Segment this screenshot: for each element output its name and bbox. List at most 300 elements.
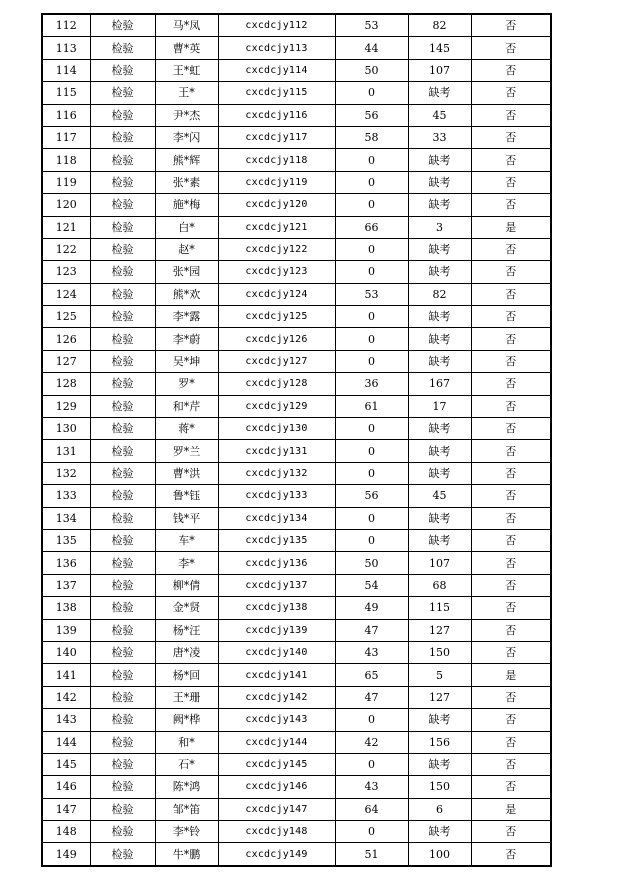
qualified-flag-cell: 否 [471,507,551,529]
rank-cell: 缺考 [408,82,471,104]
candidate-name-cell: 唐*凌 [155,641,218,663]
candidate-name-cell: 白* [155,216,218,238]
ticket-number-cell: cxcdcjy118 [218,149,335,171]
candidate-name-cell: 尹*杰 [155,104,218,126]
candidate-name-cell: 钱*平 [155,507,218,529]
ticket-number-cell: cxcdcjy116 [218,104,335,126]
row-number-cell: 112 [42,14,90,37]
position-category-cell: 检验 [90,529,155,551]
ticket-number-cell: cxcdcjy136 [218,552,335,574]
ticket-number-cell: cxcdcjy140 [218,641,335,663]
qualified-flag-cell: 否 [471,37,551,59]
qualified-flag-cell: 否 [471,306,551,328]
candidate-name-cell: 邹*笛 [155,798,218,820]
table-row [42,597,551,619]
ticket-number-cell: cxcdcjy114 [218,59,335,81]
row-number-cell: 128 [42,373,90,395]
table-row [42,753,551,775]
candidate-name-cell: 罗* [155,373,218,395]
qualified-flag-cell: 否 [471,261,551,283]
position-category-cell: 检验 [90,261,155,283]
rank-cell: 115 [408,597,471,619]
position-category-cell: 检验 [90,664,155,686]
position-category-cell: 检验 [90,37,155,59]
qualified-flag-cell: 否 [471,709,551,731]
table-row [42,59,551,81]
position-category-cell: 检验 [90,462,155,484]
ticket-number-cell: cxcdcjy148 [218,821,335,843]
rank-cell: 缺考 [408,149,471,171]
row-number-cell: 124 [42,283,90,305]
row-number-cell: 127 [42,350,90,372]
ticket-number-cell: cxcdcjy146 [218,776,335,798]
row-number-cell: 141 [42,664,90,686]
table-row [42,798,551,820]
written-score-cell: 0 [335,440,408,462]
rank-cell: 缺考 [408,328,471,350]
table-row [42,440,551,462]
candidate-name-cell: 鲁*钰 [155,485,218,507]
row-number-cell: 126 [42,328,90,350]
rank-cell: 150 [408,776,471,798]
candidate-name-cell: 李*闪 [155,126,218,148]
rank-cell: 107 [408,552,471,574]
position-category-cell: 检验 [90,843,155,866]
written-score-cell: 43 [335,641,408,663]
ticket-number-cell: cxcdcjy127 [218,350,335,372]
candidate-name-cell: 赵* [155,238,218,260]
rank-cell: 5 [408,664,471,686]
candidate-name-cell: 柳*倩 [155,574,218,596]
rank-cell: 45 [408,485,471,507]
candidate-name-cell: 曹*洪 [155,462,218,484]
ticket-number-cell: cxcdcjy145 [218,753,335,775]
table-row [42,664,551,686]
table-row [42,485,551,507]
table-row [42,418,551,440]
row-number-cell: 142 [42,686,90,708]
candidate-name-cell: 陈*鸿 [155,776,218,798]
rank-cell: 缺考 [408,440,471,462]
rank-cell: 82 [408,14,471,37]
rank-cell: 缺考 [408,350,471,372]
row-number-cell: 119 [42,171,90,193]
row-number-cell: 130 [42,418,90,440]
position-category-cell: 检验 [90,552,155,574]
rank-cell: 缺考 [408,418,471,440]
table-row [42,328,551,350]
written-score-cell: 0 [335,350,408,372]
candidate-name-cell: 李*蔚 [155,328,218,350]
table-row [42,350,551,372]
written-score-cell: 0 [335,418,408,440]
row-number-cell: 121 [42,216,90,238]
written-score-cell: 56 [335,104,408,126]
written-score-cell: 0 [335,709,408,731]
rank-cell: 缺考 [408,821,471,843]
rank-cell: 17 [408,395,471,417]
row-number-cell: 147 [42,798,90,820]
position-category-cell: 检验 [90,350,155,372]
row-number-cell: 145 [42,753,90,775]
candidate-name-cell: 王*虹 [155,59,218,81]
ticket-number-cell: cxcdcjy128 [218,373,335,395]
written-score-cell: 0 [335,462,408,484]
row-number-cell: 140 [42,641,90,663]
qualified-flag-cell: 否 [471,126,551,148]
rank-cell: 145 [408,37,471,59]
rank-cell: 缺考 [408,261,471,283]
candidate-name-cell: 石* [155,753,218,775]
rank-cell: 缺考 [408,507,471,529]
position-category-cell: 检验 [90,59,155,81]
position-category-cell: 检验 [90,194,155,216]
position-category-cell: 检验 [90,149,155,171]
written-score-cell: 0 [335,821,408,843]
rank-cell: 100 [408,843,471,866]
qualified-flag-cell: 否 [471,529,551,551]
candidate-name-cell: 金*贤 [155,597,218,619]
written-score-cell: 44 [335,37,408,59]
position-category-cell: 检验 [90,171,155,193]
table-row [42,462,551,484]
ticket-number-cell: cxcdcjy123 [218,261,335,283]
written-score-cell: 0 [335,149,408,171]
position-category-cell: 检验 [90,104,155,126]
position-category-cell: 检验 [90,306,155,328]
qualified-flag-cell: 否 [471,104,551,126]
table-row [42,686,551,708]
position-category-cell: 检验 [90,418,155,440]
candidate-name-cell: 熊*辉 [155,149,218,171]
row-number-cell: 133 [42,485,90,507]
written-score-cell: 50 [335,59,408,81]
qualified-flag-cell: 是 [471,664,551,686]
qualified-flag-cell: 否 [471,686,551,708]
qualified-flag-cell: 否 [471,731,551,753]
qualified-flag-cell: 是 [471,216,551,238]
candidate-name-cell: 李*露 [155,306,218,328]
written-score-cell: 0 [335,306,408,328]
qualified-flag-cell: 否 [471,843,551,866]
qualified-flag-cell: 否 [471,418,551,440]
row-number-cell: 132 [42,462,90,484]
rank-cell: 156 [408,731,471,753]
written-score-cell: 56 [335,485,408,507]
row-number-cell: 115 [42,82,90,104]
table-row [42,306,551,328]
score-table-body [42,14,551,866]
qualified-flag-cell: 否 [471,574,551,596]
rank-cell: 167 [408,373,471,395]
rank-cell: 缺考 [408,753,471,775]
qualified-flag-cell: 否 [471,238,551,260]
qualified-flag-cell: 否 [471,485,551,507]
position-category-cell: 检验 [90,597,155,619]
table-row [42,126,551,148]
candidate-name-cell: 牛*鹏 [155,843,218,866]
position-category-cell: 检验 [90,731,155,753]
table-row [42,552,551,574]
candidate-name-cell: 杨*回 [155,664,218,686]
written-score-cell: 53 [335,283,408,305]
position-category-cell: 检验 [90,216,155,238]
position-category-cell: 检验 [90,126,155,148]
row-number-cell: 143 [42,709,90,731]
candidate-name-cell: 和*芹 [155,395,218,417]
candidate-name-cell: 熊*欢 [155,283,218,305]
table-row [42,395,551,417]
qualified-flag-cell: 否 [471,149,551,171]
row-number-cell: 117 [42,126,90,148]
table-row [42,529,551,551]
table-row [42,261,551,283]
rank-cell: 缺考 [408,238,471,260]
ticket-number-cell: cxcdcjy120 [218,194,335,216]
written-score-cell: 0 [335,194,408,216]
table-row [42,641,551,663]
rank-cell: 33 [408,126,471,148]
written-score-cell: 0 [335,507,408,529]
ticket-number-cell: cxcdcjy149 [218,843,335,866]
row-number-cell: 138 [42,597,90,619]
row-number-cell: 123 [42,261,90,283]
written-score-cell: 47 [335,619,408,641]
position-category-cell: 检验 [90,395,155,417]
row-number-cell: 129 [42,395,90,417]
table-row [42,37,551,59]
qualified-flag-cell: 否 [471,59,551,81]
written-score-cell: 51 [335,843,408,866]
candidate-name-cell: 阙*桦 [155,709,218,731]
ticket-number-cell: cxcdcjy117 [218,126,335,148]
rank-cell: 127 [408,619,471,641]
ticket-number-cell: cxcdcjy112 [218,14,335,37]
qualified-flag-cell: 否 [471,373,551,395]
written-score-cell: 65 [335,664,408,686]
candidate-name-cell: 吴*坤 [155,350,218,372]
qualified-flag-cell: 否 [471,776,551,798]
row-number-cell: 113 [42,37,90,59]
row-number-cell: 125 [42,306,90,328]
ticket-number-cell: cxcdcjy139 [218,619,335,641]
row-number-cell: 148 [42,821,90,843]
qualified-flag-cell: 否 [471,350,551,372]
table-row [42,283,551,305]
candidate-name-cell: 杨*汪 [155,619,218,641]
ticket-number-cell: cxcdcjy143 [218,709,335,731]
qualified-flag-cell: 否 [471,14,551,37]
candidate-name-cell: 车* [155,529,218,551]
candidate-name-cell: 王* [155,82,218,104]
table-row [42,373,551,395]
rank-cell: 缺考 [408,462,471,484]
row-number-cell: 149 [42,843,90,866]
rank-cell: 45 [408,104,471,126]
written-score-cell: 61 [335,395,408,417]
position-category-cell: 检验 [90,238,155,260]
position-category-cell: 检验 [90,753,155,775]
position-category-cell: 检验 [90,709,155,731]
row-number-cell: 134 [42,507,90,529]
table-row [42,194,551,216]
ticket-number-cell: cxcdcjy119 [218,171,335,193]
ticket-number-cell: cxcdcjy134 [218,507,335,529]
row-number-cell: 144 [42,731,90,753]
written-score-cell: 50 [335,552,408,574]
position-category-cell: 检验 [90,776,155,798]
rank-cell: 6 [408,798,471,820]
qualified-flag-cell: 否 [471,171,551,193]
candidate-name-cell: 曹*英 [155,37,218,59]
row-number-cell: 146 [42,776,90,798]
ticket-number-cell: cxcdcjy142 [218,686,335,708]
candidate-name-cell: 施*梅 [155,194,218,216]
candidate-name-cell: 罗*兰 [155,440,218,462]
ticket-number-cell: cxcdcjy122 [218,238,335,260]
table-row [42,709,551,731]
row-number-cell: 120 [42,194,90,216]
qualified-flag-cell: 否 [471,283,551,305]
table-row [42,238,551,260]
position-category-cell: 检验 [90,798,155,820]
written-score-cell: 0 [335,171,408,193]
written-score-cell: 42 [335,731,408,753]
table-row [42,104,551,126]
rank-cell: 68 [408,574,471,596]
rank-cell: 缺考 [408,194,471,216]
written-score-cell: 36 [335,373,408,395]
position-category-cell: 检验 [90,641,155,663]
ticket-number-cell: cxcdcjy132 [218,462,335,484]
written-score-cell: 43 [335,776,408,798]
written-score-cell: 47 [335,686,408,708]
candidate-name-cell: 王*珊 [155,686,218,708]
ticket-number-cell: cxcdcjy135 [218,529,335,551]
table-row [42,149,551,171]
candidate-name-cell: 蒋* [155,418,218,440]
qualified-flag-cell: 否 [471,619,551,641]
row-number-cell: 139 [42,619,90,641]
written-score-cell: 58 [335,126,408,148]
position-category-cell: 检验 [90,485,155,507]
written-score-cell: 0 [335,529,408,551]
qualified-flag-cell: 否 [471,395,551,417]
written-score-cell: 66 [335,216,408,238]
table-row [42,171,551,193]
position-category-cell: 检验 [90,283,155,305]
written-score-cell: 49 [335,597,408,619]
position-category-cell: 检验 [90,574,155,596]
candidate-name-cell: 张*园 [155,261,218,283]
ticket-number-cell: cxcdcjy130 [218,418,335,440]
rank-cell: 缺考 [408,171,471,193]
ticket-number-cell: cxcdcjy144 [218,731,335,753]
ticket-number-cell: cxcdcjy147 [218,798,335,820]
table-row [42,574,551,596]
ticket-number-cell: cxcdcjy121 [218,216,335,238]
rank-cell: 82 [408,283,471,305]
position-category-cell: 检验 [90,686,155,708]
table-row [42,507,551,529]
candidate-name-cell: 马*凤 [155,14,218,37]
row-number-cell: 122 [42,238,90,260]
ticket-number-cell: cxcdcjy133 [218,485,335,507]
rank-cell: 缺考 [408,709,471,731]
qualified-flag-cell: 否 [471,328,551,350]
qualified-flag-cell: 否 [471,552,551,574]
ticket-number-cell: cxcdcjy129 [218,395,335,417]
position-category-cell: 检验 [90,14,155,37]
table-row [42,776,551,798]
qualified-flag-cell: 是 [471,798,551,820]
ticket-number-cell: cxcdcjy126 [218,328,335,350]
row-number-cell: 114 [42,59,90,81]
rank-cell: 缺考 [408,529,471,551]
written-score-cell: 0 [335,328,408,350]
ticket-number-cell: cxcdcjy141 [218,664,335,686]
table-row [42,731,551,753]
rank-cell: 127 [408,686,471,708]
table-row [42,216,551,238]
position-category-cell: 检验 [90,507,155,529]
rank-cell: 150 [408,641,471,663]
table-row [42,619,551,641]
ticket-number-cell: cxcdcjy138 [218,597,335,619]
candidate-name-cell: 李* [155,552,218,574]
written-score-cell: 0 [335,238,408,260]
row-number-cell: 137 [42,574,90,596]
qualified-flag-cell: 否 [471,641,551,663]
row-number-cell: 135 [42,529,90,551]
row-number-cell: 118 [42,149,90,171]
qualified-flag-cell: 否 [471,597,551,619]
ticket-number-cell: cxcdcjy125 [218,306,335,328]
row-number-cell: 131 [42,440,90,462]
candidate-name-cell: 李*铃 [155,821,218,843]
candidate-name-cell: 和* [155,731,218,753]
rank-cell: 缺考 [408,306,471,328]
qualified-flag-cell: 否 [471,440,551,462]
written-score-cell: 54 [335,574,408,596]
rank-cell: 3 [408,216,471,238]
table-row [42,14,551,37]
qualified-flag-cell: 否 [471,82,551,104]
written-score-cell: 0 [335,82,408,104]
ticket-number-cell: cxcdcjy124 [218,283,335,305]
candidate-name-cell: 张*素 [155,171,218,193]
qualified-flag-cell: 否 [471,194,551,216]
table-row [42,82,551,104]
written-score-cell: 0 [335,261,408,283]
table-row [42,843,551,866]
written-score-cell: 0 [335,753,408,775]
position-category-cell: 检验 [90,82,155,104]
score-table [41,13,552,867]
qualified-flag-cell: 否 [471,753,551,775]
row-number-cell: 116 [42,104,90,126]
ticket-number-cell: cxcdcjy131 [218,440,335,462]
qualified-flag-cell: 否 [471,821,551,843]
ticket-number-cell: cxcdcjy113 [218,37,335,59]
written-score-cell: 53 [335,14,408,37]
table-row [42,821,551,843]
rank-cell: 107 [408,59,471,81]
ticket-number-cell: cxcdcjy137 [218,574,335,596]
position-category-cell: 检验 [90,821,155,843]
position-category-cell: 检验 [90,619,155,641]
written-score-cell: 64 [335,798,408,820]
